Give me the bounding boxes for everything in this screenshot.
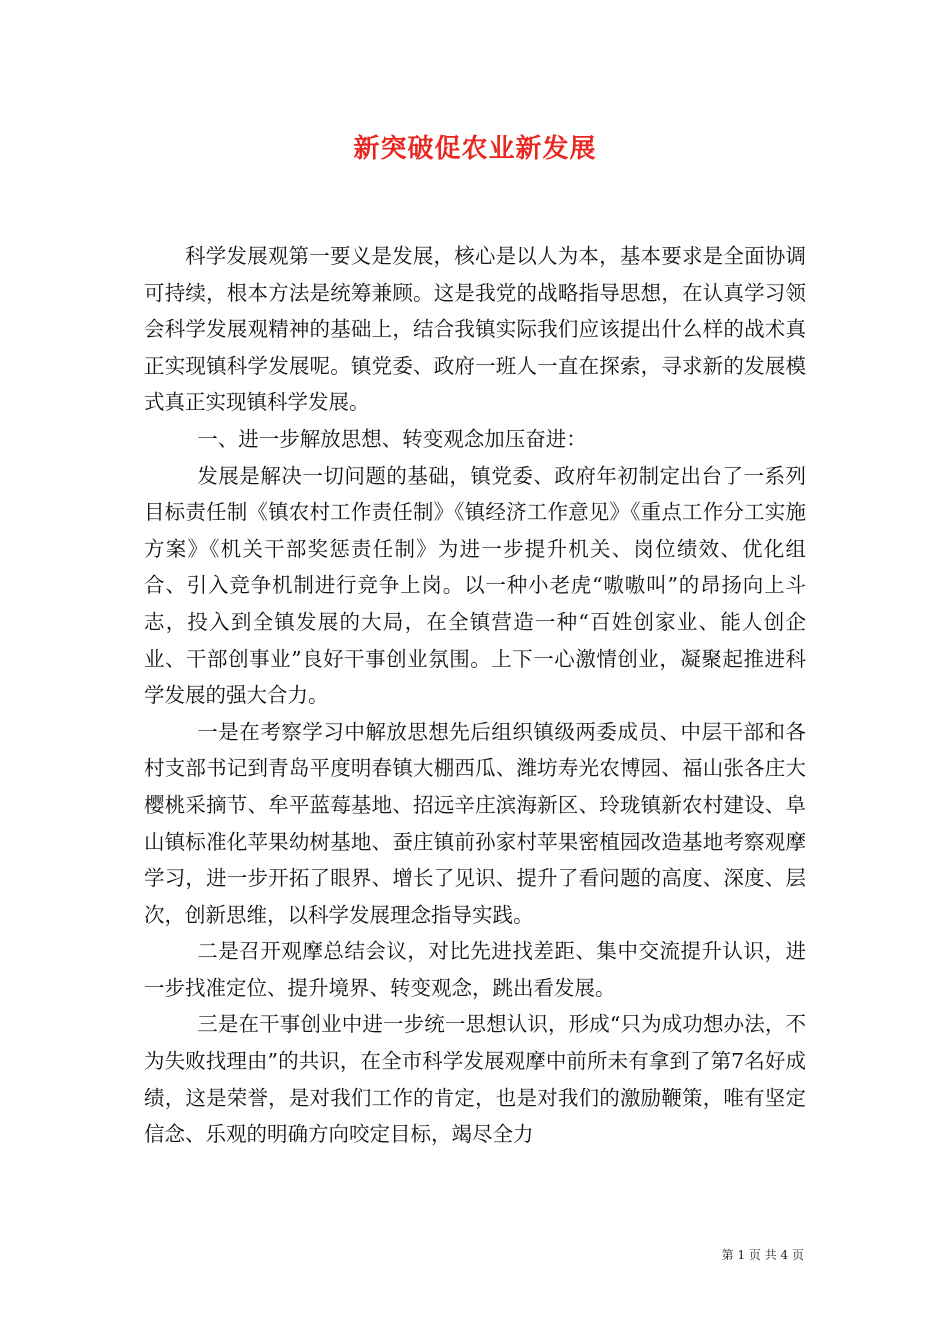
document-title: 新突破促农业新发展 (353, 134, 597, 164)
section-heading-1: 一、进一步解放思想、转变观念加压奋进： (197, 426, 587, 451)
paragraph-point-2: 二是召开观摩总结会议，对比先进找差距、集中交流提升认识，进一步找准定位、提升境界、转变观念，跳出看发展。 (144, 939, 806, 1000)
paragraph-development: 发展是解决一切问题的基础，镇党委、政府年初制定出台了一系列目标责任制《镇农村工作责任制》《镇经济工作意见》《重点工作分工实施方案》《机关干部奖惩责任制》为进一步提升机关、岗位绩效、优化组合、引入竞争机制进行竞争上岗。以一种小老虎“嗷嗷叫”的昂扬向上斗志，投入到全镇发展的大局，在全镇营造一种“百姓创家业、能人创企业、干部创事业”良好干事创业氛围。上下一心激情创业，凝聚起推进科学发展的强大合力。 (144, 463, 806, 708)
paragraph-point-3: 三是在干事创业中进一步统一思想认识，形成“只为成功想办法，不为失败找理由”的共识，在全市科学发展观摩中前所未有拿到了第7名好成绩，这是荣誉，是对我们工作的肯定，也是对我们的激励鞭策，唯有坚定信念、乐观的明确方向咬定目标，竭尽全力 (144, 1012, 806, 1147)
paragraph-point-1: 一是在考察学习中解放思想先后组织镇级两委成员、中层干部和各村支部书记到青岛平度明春镇大棚西瓜、潍坊寿光农博园、福山张各庄大樱桃采摘节、牟平蓝莓基地、招远辛庄滨海新区、玲珑镇新农村建设、阜山镇标准化苹果幼树基地、蚕庄镇前孙家村苹果密植园改造基地考察观摩学习，进一步开拓了眼界、增长了见识、提升了看问题的高度、深度、层次，创新思维，以科学发展理念指导实践。 (144, 719, 806, 927)
page-number: 第 1 页 共 4 页 (721, 1248, 804, 1262)
paragraph-intro: 科学发展观第一要义是发展，核心是以人为本，基本要求是全面协调可持续，根本方法是统筹兼顾。这是我党的战略指导思想，在认真学习领会科学发展观精神的基础上，结合我镇实际我们应该提出什么样的战术真正实现镇科学发展呢。镇党委、政府一班人一直在探索，寻求新的发展模式真正实现镇科学发展。 (144, 244, 806, 415)
document-body (144, 238, 806, 1153)
